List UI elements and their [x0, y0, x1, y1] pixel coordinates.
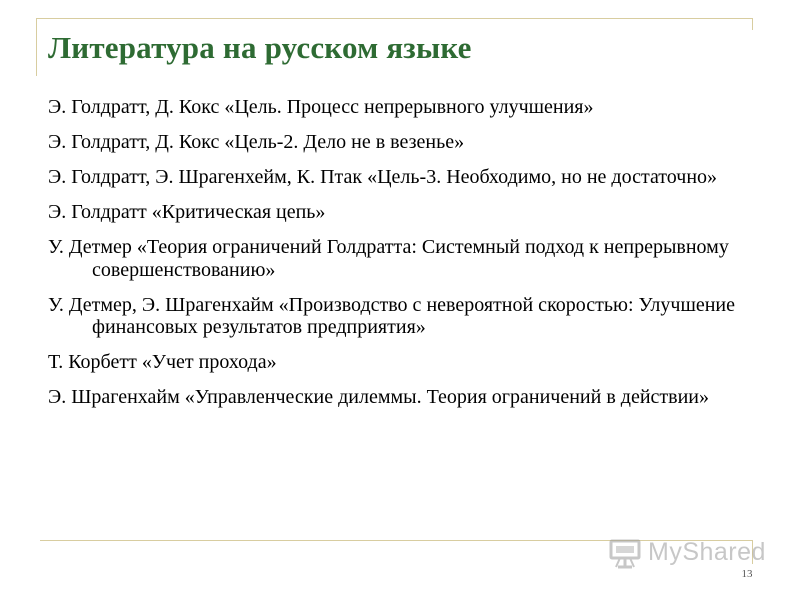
- right-border-rule: [752, 18, 753, 30]
- top-border-rule: [36, 18, 752, 19]
- bibliography-item: У. Детмер, Э. Шрагенхайм «Производство с невероятной скоростью: Улучшение финансовых результатов предприятия»: [48, 293, 736, 338]
- slide-title: Литература на русском языке: [48, 30, 472, 65]
- watermark-logo: [608, 536, 768, 572]
- presentation-board-icon: [608, 536, 642, 570]
- bibliography-item: Э. Голдратт, Д. Кокс «Цель-2. Дело не в везенье»: [48, 131, 465, 153]
- bibliography-item: Э. Голдратт, Д. Кокс «Цель. Процесс непрерывного улучшения»: [48, 96, 594, 118]
- bibliography-item: Э. Шрагенхайм «Управленческие дилеммы. Теория ограничений в действии»: [48, 386, 709, 408]
- watermark-text: MyShared: [648, 538, 766, 566]
- bibliography-item: У. Детмер «Теория ограничений Голдратта: Системный подход к непрерывному совершенствованию»: [48, 236, 729, 281]
- bibliography-item: Э. Голдратт, Э. Шрагенхейм, К. Птак «Цель-3. Необходимо, но не достаточно»: [48, 166, 718, 188]
- bibliography-item: Т. Корбетт «Учет прохода»: [48, 351, 277, 373]
- left-border-rule: [36, 18, 37, 76]
- bibliography-list: [48, 96, 760, 421]
- bibliography-item: Э. Голдратт «Критическая цепь»: [48, 201, 326, 223]
- page-number: 13: [741, 568, 753, 580]
